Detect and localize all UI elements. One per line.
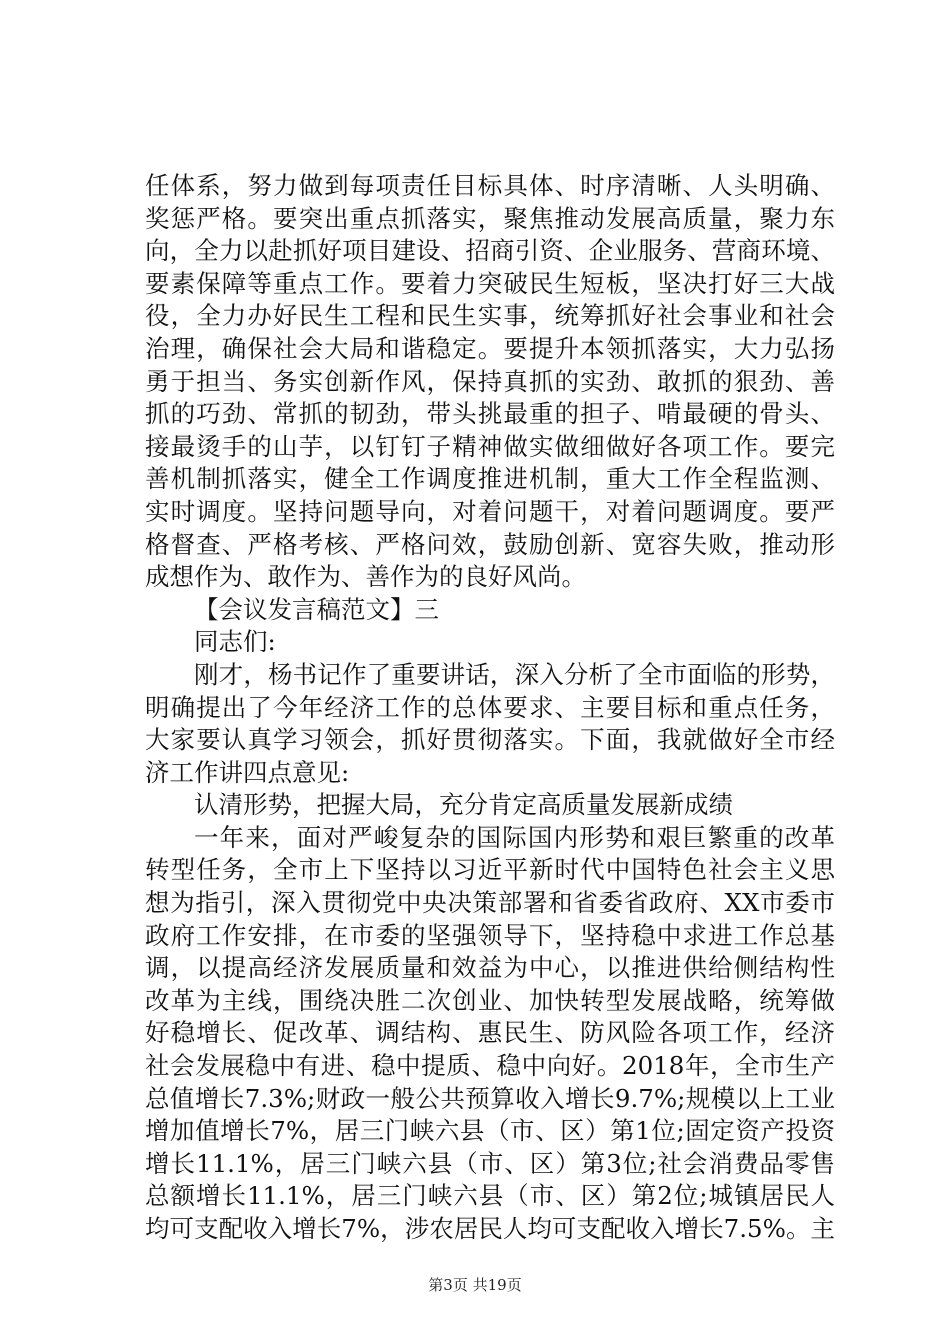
page-number-footer: 第3页 共19页 [428,1276,522,1294]
text-line: 总值增长7.3%;财政一般公共预算收入增长9.7%;规模以上工业 [145,1083,835,1113]
text-line: 总额增长11.1%，居三门峡六县（市、区）第2位;城镇居民人 [145,1181,835,1211]
text-line: 奖惩严格。要突出重点抓落实，聚焦推动发展高质量，聚力东 [145,203,835,233]
text-line: 役，全力办好民生工程和民生实事，统筹抓好社会事业和社会 [145,301,835,331]
text-line: 向，全力以赴抓好项目建设、招商引资、企业服务、营商环境、 [145,236,835,266]
text-line: 想为指引，深入贯彻党中央决策部署和省委省政府、XX市委市 [145,888,835,918]
text-line: 格督查、严格考核、严格问效，鼓励创新、宽容失败，推动形 [145,529,835,559]
text-line: 成想作为、敢作为、善作为的良好风尚。 [145,562,586,592]
text-line: 实时调度。坚持问题导向，对着问题干，对着问题调度。要严 [145,496,835,526]
text-line: 刚才，杨书记作了重要讲话，深入分析了全市面临的形势， [194,659,835,689]
text-line: 抓的巧劲、常抓的韧劲，带头挑最重的担子、啃最硬的骨头、 [145,399,835,429]
text-line: 政府工作安排，在市委的坚强领导下，坚持稳中求进工作总基 [145,920,835,950]
text-line: 均可支配收入增长7%，涉农居民人均可支配收入增长7.5%。主 [145,1214,835,1243]
text-line: 治理，确保社会大局和谐稳定。要提升本领抓落实，大力弘扬 [145,333,835,363]
text-line: 增加值增长7%，居三门峡六县（市、区）第1位;固定资产投资 [145,1116,835,1146]
text-line: 大家要认真学习领会，抓好贯彻落实。下面，我就做好全市经 [145,725,835,755]
text-line: 要素保障等重点工作。要着力突破民生短板，坚决打好三大战 [145,268,835,298]
salutation: 同志们: [194,627,276,657]
text-line: 勇于担当、务实创新作风，保持真抓的实劲、敢抓的狠劲、善 [145,366,835,396]
section-heading: 【会议发言稿范文】三 [194,594,439,624]
text-line: 调，以提高经济发展质量和效益为中心，以推进供给侧结构性 [145,953,835,983]
body-text [145,170,835,1246]
subheading: 认清形势，把握大局，充分肯定高质量发展新成绩 [194,790,733,820]
text-line: 明确提出了今年经济工作的总体要求、主要目标和重点任务， [145,692,835,722]
text-line: 转型任务，全市上下坚持以习近平新时代中国特色社会主义思 [145,855,835,885]
text-line: 任体系，努力做到每项责任目标具体、时序清晰、人头明确、 [145,171,835,200]
text-line: 济工作讲四点意见: [145,757,350,787]
text-line: 改革为主线，围绕决胜二次创业、加快转型发展战略，统筹做 [145,985,835,1015]
text-line: 接最烫手的山芋，以钉钉子精神做实做细做好各项工作。要完 [145,431,835,461]
text-line: 一年来，面对严峻复杂的国际国内形势和艰巨繁重的改革 [194,822,835,852]
text-line: 社会发展稳中有进、稳中提质、稳中向好。2018年，全市生产 [145,1051,835,1081]
text-line: 善机制抓落实，健全工作调度推进机制，重大工作全程监测、 [145,464,835,494]
text-line: 增长11.1%，居三门峡六县（市、区）第3位;社会消费品零售 [145,1148,835,1178]
text-line: 好稳增长、促改革、调结构、惠民生、防风险各项工作，经济 [145,1018,835,1048]
